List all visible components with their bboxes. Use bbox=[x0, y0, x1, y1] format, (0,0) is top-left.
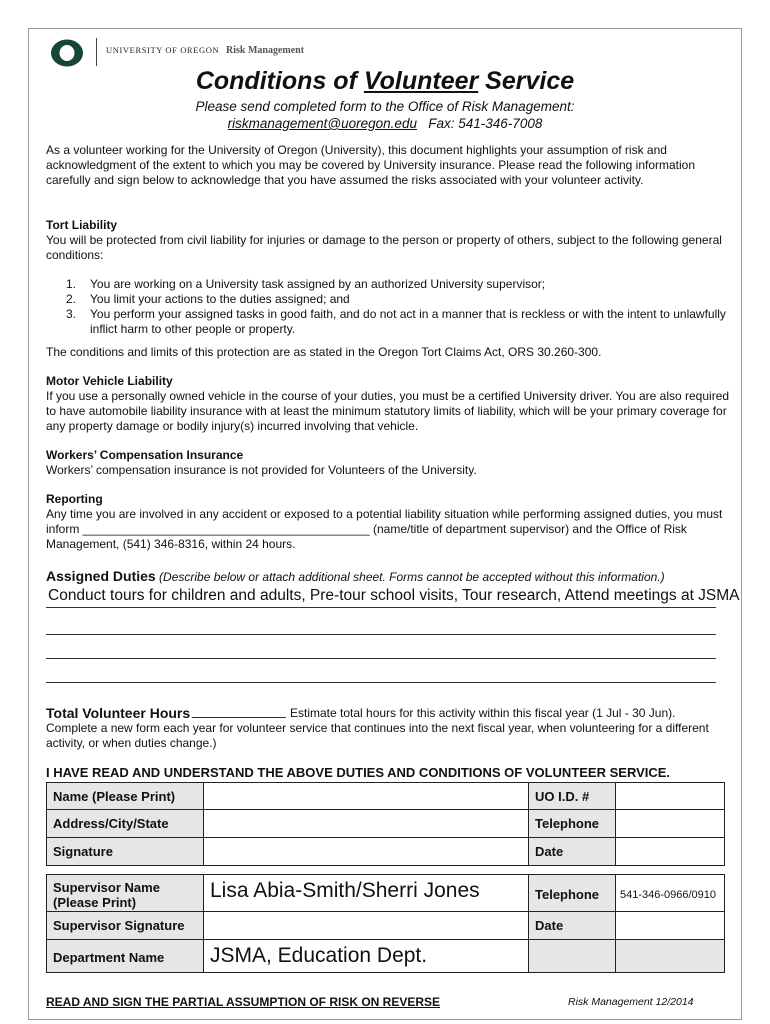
supervisor-name-label: Supervisor Name (Please Print) bbox=[46, 874, 204, 912]
hours-estimate-text: Estimate total hours for this activity within this fiscal year (1 Jul - 30 Jun). bbox=[290, 706, 676, 720]
list-item: 1. You are working on a University task assigned by an authorized University supervisor; bbox=[66, 277, 546, 291]
supervisor-telephone-field[interactable]: 541-346-0966/0910 bbox=[615, 874, 725, 912]
tort-body: You will be protected from civil liability for injuries or damage to the person or property of others, subject to the following general conditions: bbox=[46, 233, 722, 262]
supervisor-signature-field[interactable] bbox=[203, 911, 529, 940]
university-name: UNIVERSITY OF OREGON bbox=[106, 45, 220, 55]
uo-o-logo-icon bbox=[50, 38, 84, 68]
supervisor-signature-label: Supervisor Signature bbox=[46, 911, 204, 940]
tort-conditions-list bbox=[66, 277, 726, 337]
workers-body: Workers’ compensation insurance is not provided for Volunteers of the University. bbox=[46, 463, 477, 477]
supervisor-date-label: Date bbox=[528, 911, 616, 940]
supervisor-telephone-label: Telephone bbox=[528, 874, 616, 912]
name-label: Name (Please Print) bbox=[46, 782, 204, 810]
list-item: 2. You limit your actions to the duties assigned; and bbox=[66, 292, 350, 306]
hours-note: Complete a new form each year for volunteer service that continues into the next fiscal year, when volunteering for a different activity, or when duties change.) bbox=[46, 721, 709, 750]
acknowledgment-statement: I HAVE READ AND UNDERSTAND THE ABOVE DUTIES AND CONDITIONS OF VOLUNTEER SERVICE. bbox=[46, 765, 671, 780]
submit-instructions: Please send completed form to the Office of Risk Management: bbox=[195, 99, 575, 114]
email-link[interactable]: riskmanagement@uoregon.edu bbox=[227, 116, 417, 131]
signature-field[interactable] bbox=[203, 837, 529, 866]
duties-line[interactable] bbox=[46, 664, 716, 683]
department-blank-cell bbox=[528, 939, 616, 973]
footer-reverse-notice: READ AND SIGN THE PARTIAL ASSUMPTION OF RISK ON REVERSE bbox=[46, 995, 441, 1009]
supervisor-name-field[interactable]: Lisa Abia-Smith/Sherri Jones bbox=[203, 874, 529, 912]
reporting-heading: Reporting bbox=[46, 492, 103, 506]
motor-heading: Motor Vehicle Liability bbox=[46, 374, 173, 388]
department-blank-cell bbox=[615, 939, 725, 973]
uo-id-label: UO I.D. # bbox=[528, 782, 616, 810]
logo-divider bbox=[96, 38, 97, 66]
duties-line[interactable] bbox=[46, 616, 716, 635]
address-field[interactable] bbox=[203, 809, 529, 838]
signature-label: Signature bbox=[46, 837, 204, 866]
telephone-label: Telephone bbox=[528, 809, 616, 838]
footer-revision: Risk Management 12/2014 bbox=[568, 996, 694, 1008]
duties-line[interactable] bbox=[46, 640, 716, 659]
date-field[interactable] bbox=[615, 837, 725, 866]
motor-body: If you use a personally owned vehicle in the course of your duties, you must be a certified University driver. You are also required to have automobile liability insurance with at least the minimum statutory limits of liability, which will be your primary coverage for any property damage or bodily injury(s) incurred involving that vehicle. bbox=[46, 389, 730, 433]
contact-line bbox=[0, 116, 770, 131]
list-item: 3. You perform your assigned tasks in good faith, and do not act in a manner that is reckless or with the intent to unlawfully inflict harm to other people or property. bbox=[66, 307, 726, 336]
department-label: Department Name bbox=[46, 939, 204, 973]
department-field[interactable]: JSMA, Education Dept. bbox=[203, 939, 529, 973]
total-hours-label: Total Volunteer Hours bbox=[46, 705, 191, 721]
address-label: Address/City/State bbox=[46, 809, 204, 838]
assigned-duties-label: Assigned Duties (Describe below or attach additional sheet. Forms cannot be accepted without this information.) bbox=[46, 568, 665, 584]
name-field[interactable] bbox=[203, 782, 529, 810]
total-hours-field[interactable] bbox=[192, 717, 286, 718]
department-header: Risk Management bbox=[226, 45, 305, 56]
page-title: Conditions of Volunteer Service bbox=[195, 67, 575, 95]
supervisor-date-field[interactable] bbox=[615, 911, 725, 940]
telephone-field[interactable] bbox=[615, 809, 725, 838]
tort-heading: Tort Liability bbox=[46, 218, 118, 232]
date-label: Date bbox=[528, 837, 616, 866]
duties-entry: Conduct tours for children and adults, Pre-tour school visits, Tour research, Attend meetings at JSMA bbox=[48, 587, 740, 604]
workers-heading: Workers’ Compensation Insurance bbox=[46, 448, 244, 462]
uo-id-field[interactable] bbox=[615, 782, 725, 810]
intro-paragraph: As a volunteer working for the University of Oregon (University), this document highlights your assumption of risk and acknowledgment of the extent to which you may be covered by University insurance. Please read the following information carefully and sign below to acknowledge that you have assumed the risks associated with your volunteer activity. bbox=[46, 143, 696, 187]
fax-number: Fax: 541-346-7008 bbox=[428, 116, 543, 131]
tort-conditions-note: The conditions and limits of this protection are as stated in the Oregon Tort Claims Act, ORS 30.260-300. bbox=[46, 345, 602, 359]
reporting-body: Any time you are involved in any accident or exposed to a potential liability situation while performing assigned duties, you must inform ___________________________________________ (name/title of department supervisor) and the Office of Risk Management, (541) 346-8316, within 24 hours. bbox=[46, 507, 723, 551]
